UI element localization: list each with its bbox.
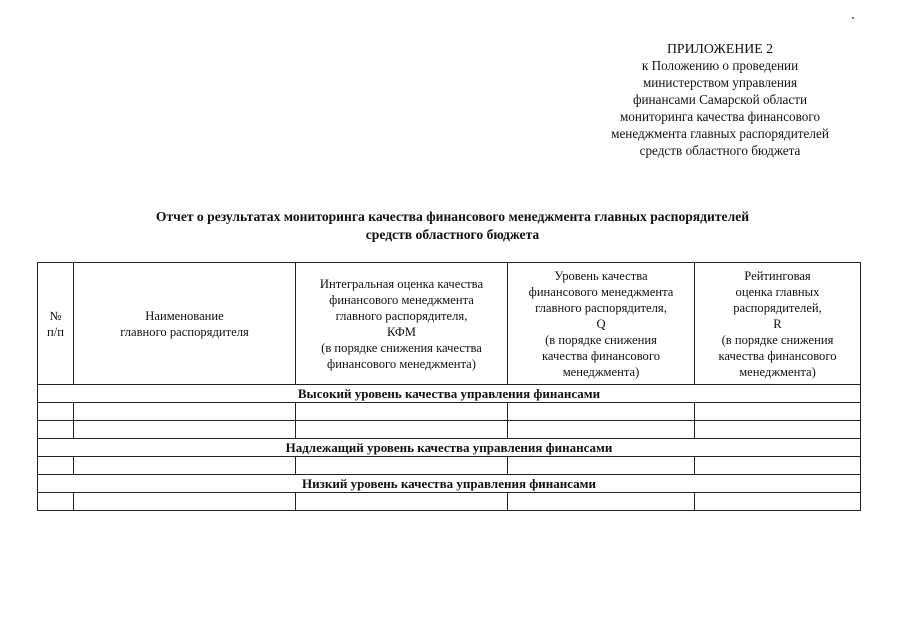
column-header-name xyxy=(74,263,296,385)
header-line: Рейтинговая xyxy=(744,268,811,283)
table-cell[interactable] xyxy=(296,493,508,511)
table-cell[interactable] xyxy=(38,421,74,439)
table-cell[interactable] xyxy=(695,457,861,475)
appendix-block xyxy=(570,40,870,159)
report-table xyxy=(37,262,861,511)
appendix-line: финансами Самарской области xyxy=(632,92,808,107)
header-line: Q xyxy=(596,316,606,331)
header-line: финансового менеджмента) xyxy=(327,356,476,371)
column-header-kfm xyxy=(296,263,508,385)
header-line: главного распорядителя xyxy=(120,324,249,339)
section-heading-adequate: Надлежащий уровень качества управления финансами xyxy=(38,439,861,457)
header-line: (в порядке снижения xyxy=(721,332,834,347)
table-row xyxy=(38,457,861,475)
table-cell[interactable] xyxy=(296,403,508,421)
table-cell[interactable] xyxy=(74,403,296,421)
table-cell[interactable] xyxy=(695,421,861,439)
header-line: главного распорядителя, xyxy=(535,300,667,315)
appendix-line: менеджмента главных распорядителей xyxy=(611,126,829,141)
section-row-high xyxy=(38,385,861,403)
column-header-r xyxy=(695,263,861,385)
header-line: п/п xyxy=(47,324,64,339)
table-cell[interactable] xyxy=(74,457,296,475)
table-cell[interactable] xyxy=(508,493,695,511)
table-cell[interactable] xyxy=(508,403,695,421)
section-heading-high: Высокий уровень качества управления финансами xyxy=(38,385,861,403)
section-row-adequate xyxy=(38,439,861,457)
header-line: менеджмента) xyxy=(562,364,640,379)
header-line: (в порядке снижения качества xyxy=(321,340,482,355)
report-title-line-2: средств областного бюджета xyxy=(365,227,540,242)
table-row xyxy=(38,403,861,421)
table-cell[interactable] xyxy=(296,421,508,439)
table-header-row xyxy=(38,263,861,385)
section-row-low xyxy=(38,475,861,493)
table-cell[interactable] xyxy=(74,493,296,511)
appendix-line: средств областного бюджета xyxy=(639,143,801,158)
appendix-line: мониторинга качества финансового xyxy=(619,109,821,124)
table-cell[interactable] xyxy=(38,457,74,475)
header-line: Наименование xyxy=(145,308,224,323)
table-row xyxy=(38,493,861,511)
appendix-line: к Положению о проведении xyxy=(641,58,799,73)
header-line: качества финансового xyxy=(718,348,837,363)
table-cell[interactable] xyxy=(38,403,74,421)
column-header-number xyxy=(38,263,74,385)
header-line: КФМ xyxy=(387,324,416,339)
report-title xyxy=(50,208,855,244)
header-line: финансового менеджмента xyxy=(329,292,474,307)
table-row xyxy=(38,421,861,439)
column-header-q xyxy=(508,263,695,385)
table-cell[interactable] xyxy=(296,457,508,475)
header-line: распорядителей, xyxy=(733,300,822,315)
table-cell[interactable] xyxy=(695,493,861,511)
header-line: менеджмента) xyxy=(739,364,816,379)
header-line: R xyxy=(773,316,782,331)
report-title-line-1: Отчет о результатах мониторинга качества финансового менеджмента главных распорядителей xyxy=(155,209,750,224)
header-line: Интегральная оценка качества xyxy=(319,276,484,291)
header-line: финансового менеджмента xyxy=(528,284,674,299)
header-line: (в порядке снижения xyxy=(545,332,657,347)
table-cell[interactable] xyxy=(695,403,861,421)
header-line: оценка главных xyxy=(735,284,820,299)
header-line: качества финансового xyxy=(541,348,661,363)
table-cell[interactable] xyxy=(74,421,296,439)
table-cell[interactable] xyxy=(508,421,695,439)
appendix-line: министерством управления xyxy=(642,75,798,90)
header-line: Уровень качества xyxy=(554,268,648,283)
header-line: главного распорядителя, xyxy=(335,308,468,323)
table-cell[interactable] xyxy=(38,493,74,511)
scan-dot xyxy=(852,17,854,19)
header-line: № xyxy=(49,308,62,323)
table-cell[interactable] xyxy=(508,457,695,475)
appendix-header: ПРИЛОЖЕНИЕ 2 xyxy=(666,41,774,56)
section-heading-low: Низкий уровень качества управления финансами xyxy=(38,475,861,493)
